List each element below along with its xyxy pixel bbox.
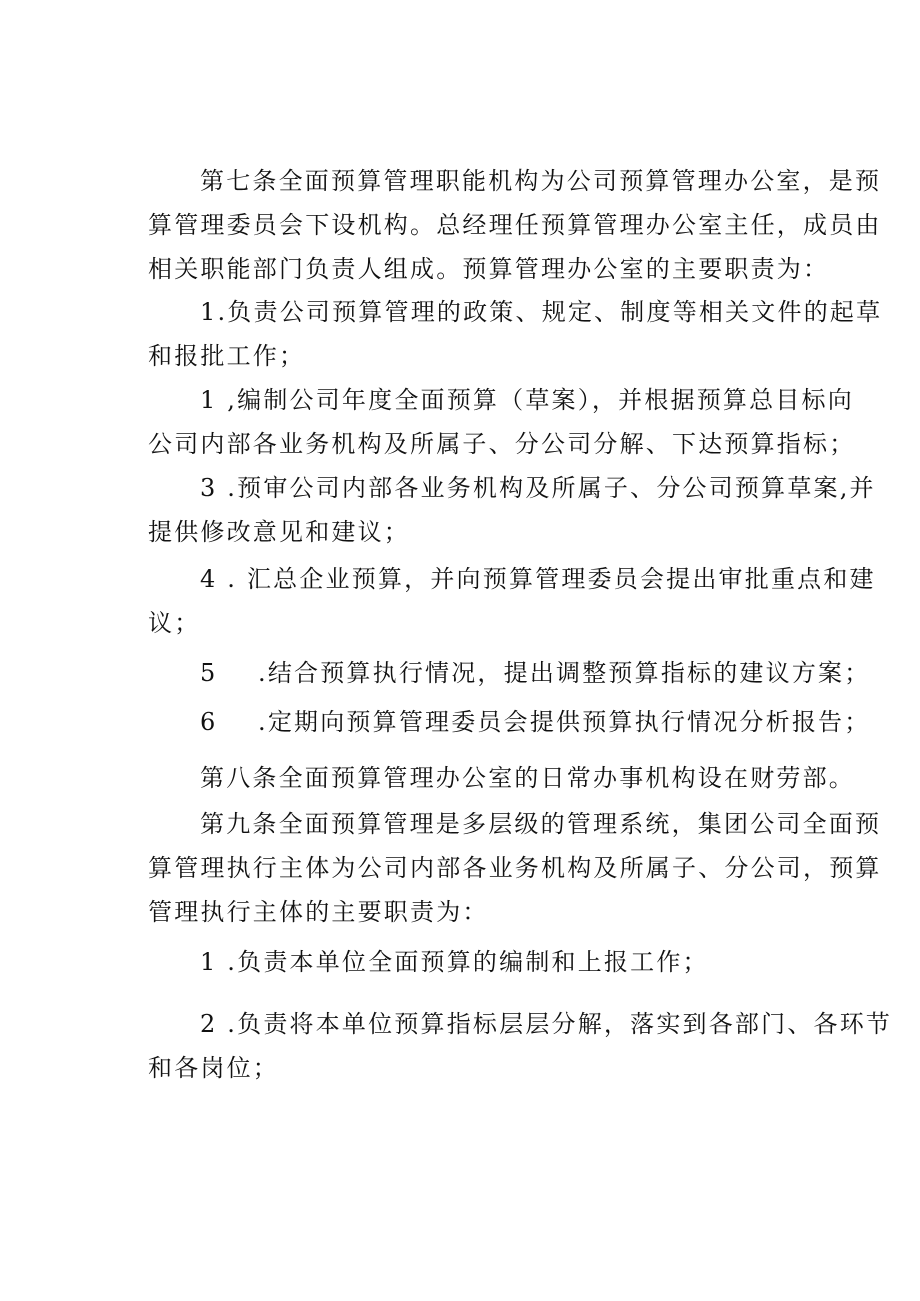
item-1-line-2: 和报批工作； <box>148 342 306 370</box>
item-5-text: .结合预算执行情况，提出调整预算指标的建议方案； <box>258 659 871 687</box>
article-9-line-1: 第九条全面预算管理是多层级的管理系统，集团公司全面预 <box>200 810 882 838</box>
article-7-paragraph <box>148 159 882 291</box>
sub-item-2-line-1: 2 .负责将本单位预算指标层层分解，落实到各部门、各环节 <box>200 1010 893 1038</box>
article-7-line-3: 相关职能部门负责人组成。预算管理办公室的主要职责为： <box>148 255 830 283</box>
item-2-line-1: 1 ,编制公司年度全面预算（草案），并根据预算总目标向 <box>200 386 854 414</box>
item-4-line-2: 议； <box>148 609 201 637</box>
article-9-item-1 <box>148 940 800 984</box>
item-6-number: 6 <box>200 708 218 736</box>
item-5-number: 5 <box>200 659 218 687</box>
item-4-line-1: 4 . 汇总企业预算，并向预算管理委员会提出审批重点和建 <box>200 565 876 593</box>
article-8-paragraph <box>148 756 855 800</box>
article-7-line-1: 第七条全面预算管理职能机构为公司预算管理办公室，是预 <box>200 167 882 195</box>
item-6-text: .定期向预算管理委员会提供预算执行情况分析报告； <box>258 708 871 736</box>
article-8-line-1: 第八条全面预算管理办公室的日常办事机构设在财劳部。 <box>200 764 855 792</box>
item-1-line-1: 1.负责公司预算管理的政策、规定、制度等相关文件的起草 <box>200 298 883 326</box>
article-7-item-1 <box>148 290 883 378</box>
article-9-line-2: 算管理执行主体为公司内部各业务机构及所属子、分公司，预算 <box>148 854 882 882</box>
item-5-line <box>148 651 871 695</box>
sub-item-1-line-1: 1 .负责本单位全面预算的编制和上报工作； <box>200 948 709 976</box>
sub-item-2-line-2: 和各岗位； <box>148 1054 279 1082</box>
item-2-line-2: 公司内部各业务机构及所属子、分公司分解、下达预算指标； <box>148 430 856 458</box>
item-3-line-1: 3 .预审公司内部各业务机构及所属子、分公司预算草案,并 <box>200 474 876 502</box>
item-6-line <box>148 700 871 744</box>
article-9-item-2 <box>148 1002 893 1090</box>
article-7-item-5 <box>148 651 871 695</box>
article-7-item-2 <box>148 378 856 466</box>
article-9-paragraph <box>148 802 882 934</box>
article-9-line-3: 管理执行主体的主要职责为： <box>148 898 489 926</box>
article-7-item-6 <box>148 700 871 744</box>
article-7-item-4 <box>148 557 876 645</box>
article-7-item-3 <box>148 466 876 554</box>
item-3-line-2: 提供修改意见和建议； <box>148 518 410 546</box>
article-7-line-2: 算管理委员会下设机构。总经理任预算管理办公室主任，成员由 <box>148 211 882 239</box>
